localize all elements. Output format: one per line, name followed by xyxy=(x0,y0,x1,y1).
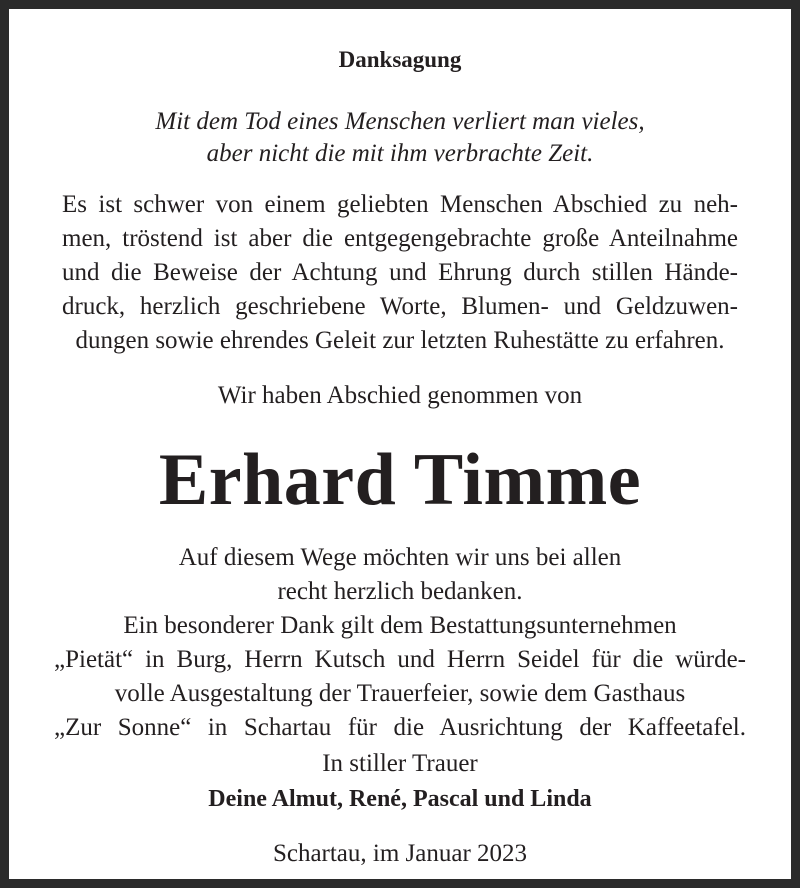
paragraph-line: Es ist schwer von einem geliebten Menschen Abschied zu neh- xyxy=(62,191,738,218)
farewell-lead: Wir haben Abschied genommen von xyxy=(217,382,583,409)
thanks-paragraph xyxy=(62,188,738,358)
quote-line: Mit dem Tod eines Menschen verliert man vieles, xyxy=(155,108,645,135)
acknowledgement-paragraph xyxy=(54,541,746,745)
quote-line: aber nicht die mit ihm verbrachte Zeit. xyxy=(206,140,594,167)
paragraph-line: und die Beweise der Achtung und Ehrung durch stillen Hände- xyxy=(62,259,738,286)
paragraph-line: dungen sowie ehrendes Geleit zur letzten Ruhestätte zu erfahren. xyxy=(75,327,725,354)
family-signature: Deine Almut, René, Pascal und Linda xyxy=(208,786,592,812)
paragraph-line: „Pietät“ in Burg, Herrn Kutsch und Herrn Seidel für die würde- xyxy=(54,646,746,673)
paragraph-line: recht herzlich bedanken. xyxy=(277,578,523,605)
paragraph-line: Auf diesem Wege möchten wir uns bei allen xyxy=(178,544,622,571)
notice-title: Danksagung xyxy=(338,47,462,72)
paragraph-line: volle Ausgestaltung der Trauerfeier, sowie dem Gasthaus xyxy=(114,680,686,707)
paragraph-line: „Zur Sonne“ in Schartau für die Ausrichtung der Kaffeetafel. xyxy=(54,714,746,741)
paragraph-line: druck, herzlich geschriebene Worte, Blumen- und Geldzuwen- xyxy=(62,293,738,320)
notice-content xyxy=(18,18,782,870)
memorial-quote xyxy=(18,106,782,170)
paragraph-line: men, tröstend ist aber die entgegengebrachte große Anteilnahme xyxy=(62,225,738,252)
paragraph-line: Ein besonderer Dank gilt dem Bestattungsunternehmen xyxy=(123,612,677,639)
mourning-line: In stiller Trauer xyxy=(322,750,478,777)
deceased-name: Erhard Timme xyxy=(158,439,642,521)
place-date: Schartau, im Januar 2023 xyxy=(272,840,528,867)
